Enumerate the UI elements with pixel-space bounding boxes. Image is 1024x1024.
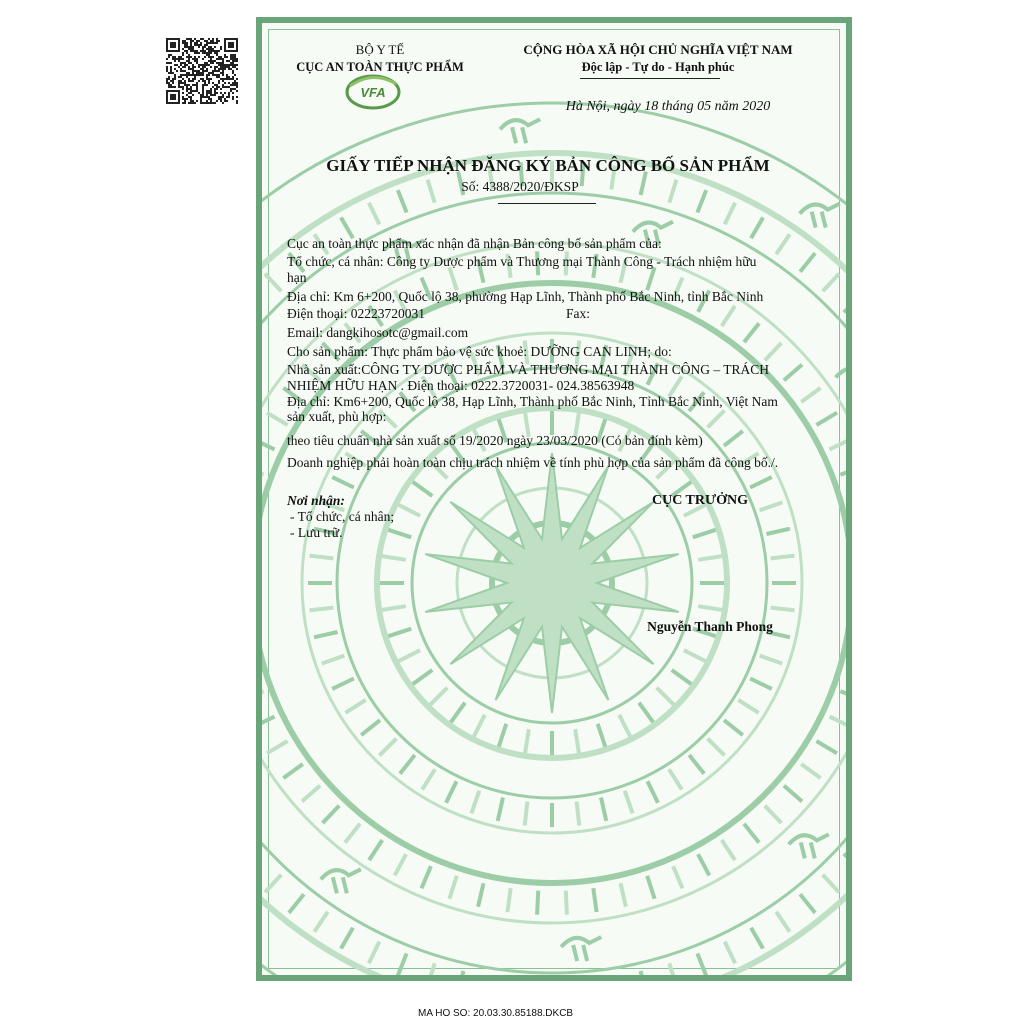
recipients-label: Nơi nhận: [287,493,345,508]
motto-underline [580,78,720,79]
product-line: Cho sản phẩm: Thực phẩm bảo vệ sức khoẻ: DƯỠNG CAN LINH; do: [287,344,672,359]
manufacturer-address: Địa chỉ: Km6+200, Quốc lộ 38, Hạp Lĩnh, Thành phố Bắc Ninh, Tỉnh Bắc Ninh, Việt Nam [287,394,778,409]
recipient-item: - Lưu trữ. [290,525,343,540]
organization-line: Tổ chức, cá nhân: Công ty Dược phẩm và Thương mại Thành Công - Trách nhiệm hữu [287,254,757,269]
signer-title: CỤC TRƯỞNG [651,493,749,508]
organization-address: Địa chỉ: Km 6+200, Quốc lộ 38, phường Hạp Lĩnh, Thành phố Bắc Ninh, tỉnh Bắc Ninh [287,289,764,304]
dossier-code: MA HO SO: 20.03.30.85188.DKCB [418,1008,574,1019]
body-intro: Cục an toàn thực phẩm xác nhận đã nhận Bản công bố sản phẩm của: [287,236,662,251]
responsibility-line: Doanh nghiệp phải hoàn toàn chịu trách nhiệm về tính phù hợp của sản phẩm đã công bố./. [287,455,779,470]
country-name: CỘNG HÒA XÃ HỘI CHỦ NGHĨA VIỆT NAM [523,42,793,57]
organization-line-cont: hạn [287,270,307,285]
ministry-name: BỘ Y TẾ [355,42,405,57]
document-number: Số: 4388/2020/ĐKSP [461,179,579,194]
signer-name: Nguyễn Thanh Phong [647,619,773,634]
department-name: CỤC AN TOÀN THỰC PHẨM [296,60,464,74]
standard-line: theo tiêu chuẩn nhà sản xuất số 19/2020 ngày 23/03/2020 (Có bản đính kèm) [287,433,703,448]
manufacturer-address-cont: sản xuất, phù hợp: [287,409,387,424]
document-title: GIẤY TIẾP NHẬN ĐĂNG KÝ BẢN CÔNG BỐ SẢN PHẨM [326,156,770,175]
manufacturer-line-cont: NHIỆM HỮU HẠN . Điện thoại: 0222.3720031- 024.38563948 [287,378,635,393]
organization-phone: Điện thoại: 02223720031 [287,306,425,321]
organization-email: Email: dangkihosotc@gmail.com [287,325,469,340]
recipient-item: - Tổ chức, cá nhân; [290,509,395,524]
title-rule [498,203,596,204]
organization-fax: Fax: [566,306,591,321]
national-motto: Độc lập - Tự do - Hạnh phúc [581,60,735,74]
place-date: Hà Nội, ngày 18 tháng 05 năm 2020 [565,99,771,114]
manufacturer-line: Nhà sản xuất:CÔNG TY DƯỢC PHẨM VÀ THƯƠNG MẠI THÀNH CÔNG – TRÁCH [287,362,769,377]
qr-code [166,38,238,104]
logo-text: VFA [360,85,386,100]
